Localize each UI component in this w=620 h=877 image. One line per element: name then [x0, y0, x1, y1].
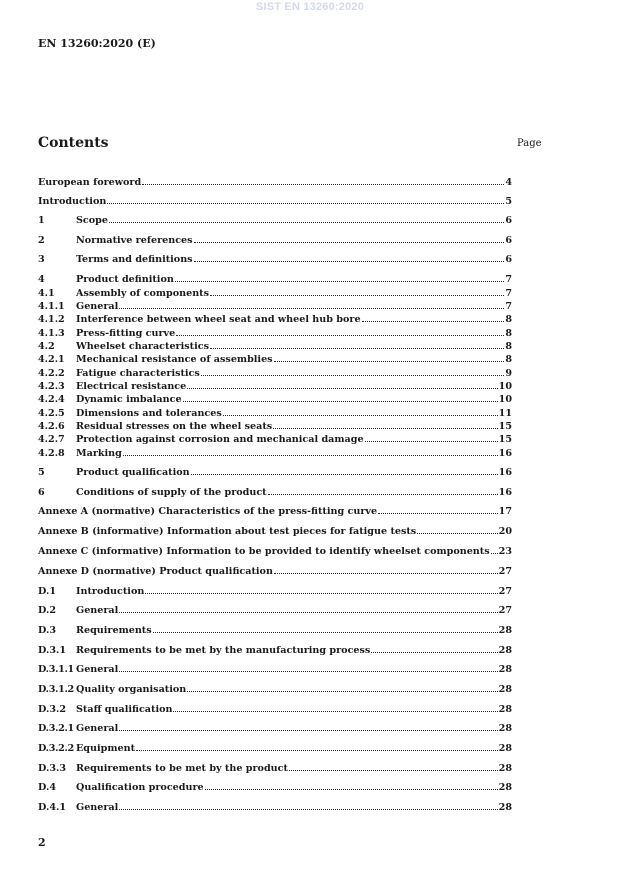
- toc-entry[interactable]: [38, 194, 512, 207]
- toc-entry-page[interactable]: 27: [498, 586, 512, 597]
- toc-entry-title[interactable]: General: [76, 802, 119, 813]
- toc-dot-leader: [223, 406, 498, 416]
- watermark-text: SIST EN 13260:2020: [255, 1, 365, 13]
- toc-dot-leader: [175, 272, 504, 282]
- toc-entry[interactable]: [38, 432, 512, 445]
- toc-entry-title[interactable]: Dimensions and tolerances: [76, 408, 222, 419]
- toc-dot-leader: [417, 524, 497, 534]
- toc-entry-number: 5: [38, 467, 45, 478]
- toc-entry-page[interactable]: 16: [498, 467, 512, 478]
- toc-entry[interactable]: [38, 379, 512, 392]
- toc-entry-number: 4: [38, 274, 45, 285]
- toc-entry-number: 4.2: [38, 341, 55, 352]
- toc-entry[interactable]: [38, 339, 512, 352]
- toc-entry-page[interactable]: 28: [498, 704, 512, 715]
- toc-entry[interactable]: [38, 419, 512, 432]
- toc-entry-title[interactable]: Product definition: [76, 274, 174, 285]
- toc-entry-number: 6: [38, 487, 45, 498]
- toc-entry[interactable]: [38, 643, 512, 656]
- toc-entry-page[interactable]: 8: [505, 314, 512, 325]
- toc-entry-number: 4.1.1: [38, 301, 65, 312]
- toc-entry-number: D.1: [38, 586, 56, 597]
- toc-entry-title[interactable]: Electrical resistance: [76, 381, 187, 392]
- toc-entry[interactable]: [38, 213, 512, 226]
- toc-entry-number: 4.1: [38, 288, 55, 299]
- toc-dot-leader: [119, 299, 504, 309]
- page-number: 2: [38, 836, 46, 849]
- toc-dot-leader: [491, 544, 498, 554]
- toc-entry-title[interactable]: Annexe D (normative) Product qualification: [38, 566, 273, 577]
- toc-dot-leader: [142, 175, 504, 185]
- toc-dot-leader: [273, 419, 497, 429]
- toc-dot-leader: [205, 780, 498, 790]
- toc-entry-page[interactable]: 23: [498, 546, 512, 557]
- toc-entry-page[interactable]: 6: [505, 215, 512, 226]
- toc-entry-number: D.3.2.2: [38, 743, 74, 754]
- toc-entry[interactable]: [38, 564, 512, 577]
- toc-entry-title[interactable]: Terms and definitions: [76, 254, 193, 265]
- toc-entry-title[interactable]: Scope: [76, 215, 108, 226]
- toc-entry-number: D.3.1.2: [38, 684, 74, 695]
- toc-dot-leader: [274, 564, 498, 574]
- toc-entry-page[interactable]: 8: [505, 341, 512, 352]
- toc-entry-number: D.3.1.1: [38, 664, 74, 675]
- toc-entry[interactable]: [38, 406, 512, 419]
- toc-entry-page[interactable]: 10: [498, 381, 512, 392]
- toc-entry[interactable]: [38, 272, 512, 285]
- toc-entry[interactable]: [38, 741, 512, 754]
- toc-entry[interactable]: [38, 366, 512, 379]
- toc-dot-leader: [274, 352, 505, 362]
- document-identifier: EN 13260:2020 (E): [38, 37, 156, 50]
- toc-entry[interactable]: [38, 446, 512, 459]
- toc-dot-leader: [289, 761, 498, 771]
- toc-entry-page[interactable]: 28: [498, 645, 512, 656]
- toc-entry-number: D.4: [38, 782, 56, 793]
- toc-entry[interactable]: [38, 504, 512, 517]
- toc-entry-page[interactable]: 16: [498, 448, 512, 459]
- toc-entry-page[interactable]: 6: [505, 254, 512, 265]
- toc-entry-title[interactable]: Equipment: [76, 743, 136, 754]
- toc-entry-number: D.2: [38, 605, 56, 616]
- toc-entry-number: 4.1.3: [38, 328, 65, 339]
- toc-entry-number: 4.2.1: [38, 354, 65, 365]
- toc-entry-title[interactable]: Product qualification: [76, 467, 190, 478]
- toc-entry-page[interactable]: 5: [505, 196, 512, 207]
- toc-dot-leader: [136, 741, 498, 751]
- toc-entry-title[interactable]: European foreword: [38, 177, 142, 188]
- toc-dot-leader: [378, 504, 498, 514]
- toc-entry-title[interactable]: Annexe A (normative) Characteristics of the press-fitting curve: [38, 506, 378, 517]
- toc-entry-title[interactable]: Introduction: [38, 196, 107, 207]
- toc-entry[interactable]: [38, 682, 512, 695]
- toc-entry-title[interactable]: Conditions of supply of the product: [76, 487, 267, 498]
- toc-entry-number: 4.2.3: [38, 381, 65, 392]
- toc-dot-leader: [119, 603, 497, 613]
- toc-entry-title[interactable]: Press-fitting curve: [76, 328, 176, 339]
- toc-entry-title[interactable]: Normative references: [76, 235, 193, 246]
- toc-entry-number: 4.2.4: [38, 394, 65, 405]
- toc-entry-page[interactable]: 8: [505, 328, 512, 339]
- toc-entry-title[interactable]: General: [76, 664, 119, 675]
- toc-dot-leader: [194, 252, 505, 262]
- toc-dot-leader: [109, 213, 504, 223]
- toc-entry-number: 4.2.5: [38, 408, 65, 419]
- toc-entry-title[interactable]: Wheelset characteristics: [76, 341, 209, 352]
- toc-entry[interactable]: [38, 623, 512, 636]
- toc-entry-title[interactable]: Fatigue characteristics: [76, 368, 200, 379]
- toc-entry-title[interactable]: General: [76, 605, 119, 616]
- toc-entry-page[interactable]: 9: [505, 368, 512, 379]
- toc-dot-leader: [153, 623, 498, 633]
- toc-dot-leader: [183, 392, 498, 402]
- toc-entry-title[interactable]: Qualification procedure: [76, 782, 204, 793]
- toc-entry[interactable]: [38, 584, 512, 597]
- toc-dot-leader: [119, 721, 497, 731]
- toc-entry-page[interactable]: 28: [498, 763, 512, 774]
- toc-entry[interactable]: [38, 544, 512, 557]
- toc-entry[interactable]: [38, 233, 512, 246]
- toc-entry-title[interactable]: Protection against corrosion and mechanical damage: [76, 434, 364, 445]
- toc-dot-leader: [365, 432, 498, 442]
- toc-entry-page[interactable]: 28: [498, 723, 512, 734]
- toc-dot-leader: [191, 465, 498, 475]
- toc-entry-page[interactable]: 7: [505, 288, 512, 299]
- toc-entry-title[interactable]: Requirements to be met by the manufacturing process: [76, 645, 371, 656]
- toc-entry-page[interactable]: 6: [505, 235, 512, 246]
- toc-dot-leader: [201, 366, 505, 376]
- toc-entry-page[interactable]: 27: [498, 566, 512, 577]
- toc-entry[interactable]: [38, 721, 512, 734]
- toc-entry-title[interactable]: Marking: [76, 448, 122, 459]
- toc-entry[interactable]: [38, 603, 512, 616]
- toc-entry-page[interactable]: 28: [498, 782, 512, 793]
- toc-dot-leader: [210, 339, 504, 349]
- toc-entry-page[interactable]: 28: [498, 625, 512, 636]
- toc-entry-title[interactable]: General: [76, 301, 119, 312]
- toc-entry-title[interactable]: Residual stresses on the wheel seats: [76, 421, 273, 432]
- toc-entry-number: D.4.1: [38, 802, 67, 813]
- page-column-label: Page: [517, 138, 542, 149]
- toc-entry-title[interactable]: Quality organisation: [76, 684, 187, 695]
- toc-entry-number: D.3.2.1: [38, 723, 74, 734]
- toc-entry-title[interactable]: Annexe C (informative) Information to be provided to identify wheelset components: [38, 546, 490, 557]
- toc-entry[interactable]: [38, 286, 512, 299]
- toc-dot-leader: [187, 682, 497, 692]
- toc-entry[interactable]: [38, 524, 512, 537]
- toc-entry-title[interactable]: Requirements: [76, 625, 152, 636]
- toc-dot-leader: [123, 446, 498, 456]
- toc-entry-number: 4.1.2: [38, 314, 65, 325]
- toc-entry[interactable]: [38, 761, 512, 774]
- toc-entry-page[interactable]: 7: [505, 274, 512, 285]
- toc-entry-number: 4.2.8: [38, 448, 65, 459]
- toc-entry-number: D.3: [38, 625, 56, 636]
- toc-entry[interactable]: [38, 485, 512, 498]
- toc-dot-leader: [187, 379, 497, 389]
- toc-entry[interactable]: [38, 352, 512, 365]
- toc-entry[interactable]: [38, 312, 512, 325]
- toc-entry-number: D.3.2: [38, 704, 67, 715]
- toc-dot-leader: [371, 643, 497, 653]
- toc-entry[interactable]: [38, 175, 512, 188]
- toc-entry-title[interactable]: Dynamic imbalance: [76, 394, 182, 405]
- toc-entry-title[interactable]: Introduction: [76, 586, 145, 597]
- toc-entry-page[interactable]: 28: [498, 664, 512, 675]
- toc-dot-leader: [176, 326, 504, 336]
- toc-entry-page[interactable]: 16: [498, 487, 512, 498]
- toc-entry-page[interactable]: 28: [498, 684, 512, 695]
- toc-entry-title[interactable]: Staff qualification: [76, 704, 173, 715]
- contents-heading: Contents: [38, 135, 109, 151]
- toc-entry[interactable]: [38, 326, 512, 339]
- toc-entry-page[interactable]: 4: [505, 177, 512, 188]
- toc-entry-title[interactable]: Assembly of components: [76, 288, 210, 299]
- toc-entry[interactable]: [38, 465, 512, 478]
- toc-entry-number: 4.2.6: [38, 421, 65, 432]
- toc-entry-number: 4.2.2: [38, 368, 65, 379]
- toc-entry-title[interactable]: Annexe B (informative) Information about test pieces for fatigue tests: [38, 526, 417, 537]
- toc-entry-page[interactable]: 15: [498, 421, 512, 432]
- toc-entry-title[interactable]: Requirements to be met by the product: [76, 763, 288, 774]
- toc-entry-page[interactable]: 7: [505, 301, 512, 312]
- toc-dot-leader: [119, 662, 497, 672]
- toc-entry-title[interactable]: Interference between wheel seat and wheel hub bore: [76, 314, 361, 325]
- toc-entry-number: 1: [38, 215, 45, 226]
- toc-entry[interactable]: [38, 392, 512, 405]
- toc-entry[interactable]: [38, 662, 512, 675]
- toc-dot-leader: [194, 233, 505, 243]
- toc-entry-page[interactable]: 17: [498, 506, 512, 517]
- toc-entry-page[interactable]: 28: [498, 743, 512, 754]
- toc-entry-number: 4.2.7: [38, 434, 65, 445]
- toc-entry-page[interactable]: 20: [498, 526, 512, 537]
- toc-entry[interactable]: [38, 702, 512, 715]
- toc-entry-page[interactable]: 28: [498, 802, 512, 813]
- toc-entry[interactable]: [38, 299, 512, 312]
- toc-dot-leader: [107, 194, 504, 204]
- toc-dot-leader: [173, 702, 497, 712]
- toc-entry[interactable]: [38, 800, 512, 813]
- toc-entry-number: 2: [38, 235, 45, 246]
- toc-entry-title[interactable]: Mechanical resistance of assemblies: [76, 354, 273, 365]
- toc-entry-number: 3: [38, 254, 45, 265]
- toc-entry-page[interactable]: 8: [505, 354, 512, 365]
- toc-entry[interactable]: [38, 252, 512, 265]
- toc-dot-leader: [119, 800, 497, 810]
- toc-entry-page[interactable]: 11: [498, 408, 512, 419]
- toc-entry[interactable]: [38, 780, 512, 793]
- toc-dot-leader: [145, 584, 497, 594]
- toc-dot-leader: [268, 485, 498, 495]
- toc-entry-page[interactable]: 10: [498, 394, 512, 405]
- toc-entry-page[interactable]: 27: [498, 605, 512, 616]
- toc-dot-leader: [362, 312, 505, 322]
- toc-entry-number: D.3.3: [38, 763, 67, 774]
- toc-entry-page[interactable]: 15: [498, 434, 512, 445]
- toc-dot-leader: [210, 286, 504, 296]
- toc-entry-title[interactable]: General: [76, 723, 119, 734]
- toc-entry-number: D.3.1: [38, 645, 67, 656]
